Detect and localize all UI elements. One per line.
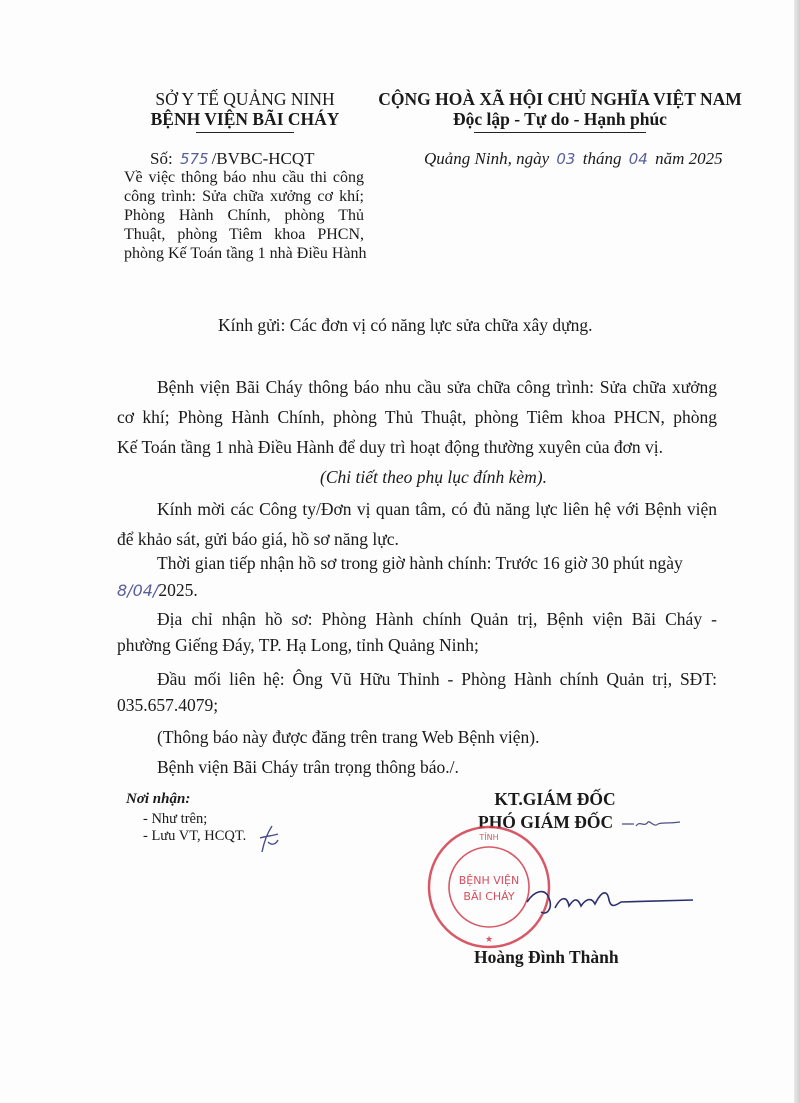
initial-mark-icon: [258, 822, 280, 856]
date-day: 03: [556, 150, 576, 168]
hospital-underline: [196, 132, 294, 133]
page-edge-shadow: [794, 0, 800, 1103]
recipient-line: Kính gửi: Các đơn vị có năng lực sửa chữa xây dựng.: [218, 315, 593, 335]
number-prefix: Số:: [150, 149, 173, 168]
svg-text:BỆNH VIỆN: BỆNH VIỆN: [458, 874, 520, 887]
p7-line: Bệnh viện Bãi Cháy trân trọng thông báo./.: [157, 757, 459, 777]
svg-text:★: ★: [484, 935, 494, 945]
document-number: [150, 148, 315, 170]
p1-note: (Chi tiết theo phụ lục đính kèm).: [320, 467, 547, 487]
p3-year: 2025.: [158, 580, 198, 600]
subject-line-5: phòng Kế Toán tầng 1 nhà Điều Hành: [124, 245, 367, 262]
hospital-name: BỆNH VIỆN BÃI CHÁY: [150, 109, 340, 129]
subject-line-1: Về việc thông báo nhu cầu thi công: [124, 169, 364, 186]
nation-title: CỘNG HOÀ XÃ HỘI CHỦ NGHĨA VIỆT NAM: [378, 89, 742, 109]
date-line: [424, 148, 723, 170]
date-place: Quảng Ninh, ngày: [424, 149, 550, 168]
p6-line: (Thông báo này được đăng trên trang Web Bệnh viện).: [157, 727, 540, 747]
date-month-label: tháng: [582, 149, 622, 168]
recipients-item-1: - Như trên;: [143, 811, 208, 827]
p2-line-1: Kính mời các Công ty/Đơn vị quan tâm, có đủ năng lực liên hệ với Bệnh viện: [157, 499, 717, 519]
number-suffix: /BVBC-HCQT: [211, 149, 315, 168]
nation-motto: Độc lập - Tự do - Hạnh phúc: [453, 109, 667, 129]
p3-date-handwritten: 8/04/: [117, 581, 159, 600]
subject-line-3: Phòng Hành Chính, phòng Thủ: [124, 207, 364, 224]
p1-line-3: Kế Toán tầng 1 nhà Điều Hành để duy trì hoạt động thường xuyên của đơn vị.: [117, 437, 663, 457]
signature-role-1: KT.GIÁM ĐỐC: [494, 789, 616, 809]
signer-name: Hoàng Đình Thành: [474, 947, 619, 967]
p5-line-1: Đầu mối liên hệ: Ông Vũ Hữu Thỉnh - Phòng Hành chính Quản trị, SĐT:: [157, 669, 717, 689]
motto-underline: [474, 132, 646, 133]
director-signature-icon: [525, 872, 695, 932]
p3-line-2: [117, 575, 198, 606]
date-month: 04: [628, 150, 648, 168]
number-handwritten: 575: [179, 150, 209, 168]
p4-line-1: Địa chỉ nhận hồ sơ: Phòng Hành chính Quản trị, Bệnh viện Bãi Cháy -: [157, 609, 717, 629]
svg-text:BÃI CHÁY: BÃI CHÁY: [463, 890, 515, 903]
p4-line-2: phường Giếng Đáy, TP. Hạ Long, tỉnh Quảng Ninh;: [117, 635, 479, 655]
p3-line-1: Thời gian tiếp nhận hồ sơ trong giờ hành chính: Trước 16 giờ 30 phút ngày: [157, 553, 683, 573]
agency-name: SỞ Y TẾ QUẢNG NINH: [155, 89, 335, 109]
p1-line-2: cơ khí; Phòng Hành Chính, phòng Thủ Thuật, phòng Tiêm khoa PHCN, phòng: [117, 407, 717, 427]
p2-line-2: để khảo sát, gửi báo giá, hồ sơ năng lực.: [117, 529, 399, 549]
recipients-title: Nơi nhận:: [126, 791, 191, 807]
initial-signature-icon: [620, 812, 690, 836]
subject-line-2: công trình: Sửa chữa xưởng cơ khí;: [124, 188, 364, 205]
p5-line-2: 035.657.4079;: [117, 695, 219, 715]
signature-role-2: PHÓ GIÁM ĐỐC: [478, 812, 614, 832]
date-year: năm 2025: [655, 149, 723, 168]
subject-line-4: Thuật, phòng Tiêm khoa PHCN,: [124, 226, 364, 243]
p1-line-1: Bệnh viện Bãi Cháy thông báo nhu cầu sửa chữa công trình: Sửa chữa xưởng: [157, 377, 717, 397]
svg-text:TỈNH: TỈNH: [479, 833, 499, 842]
recipients-item-2: - Lưu VT, HCQT.: [143, 828, 247, 844]
